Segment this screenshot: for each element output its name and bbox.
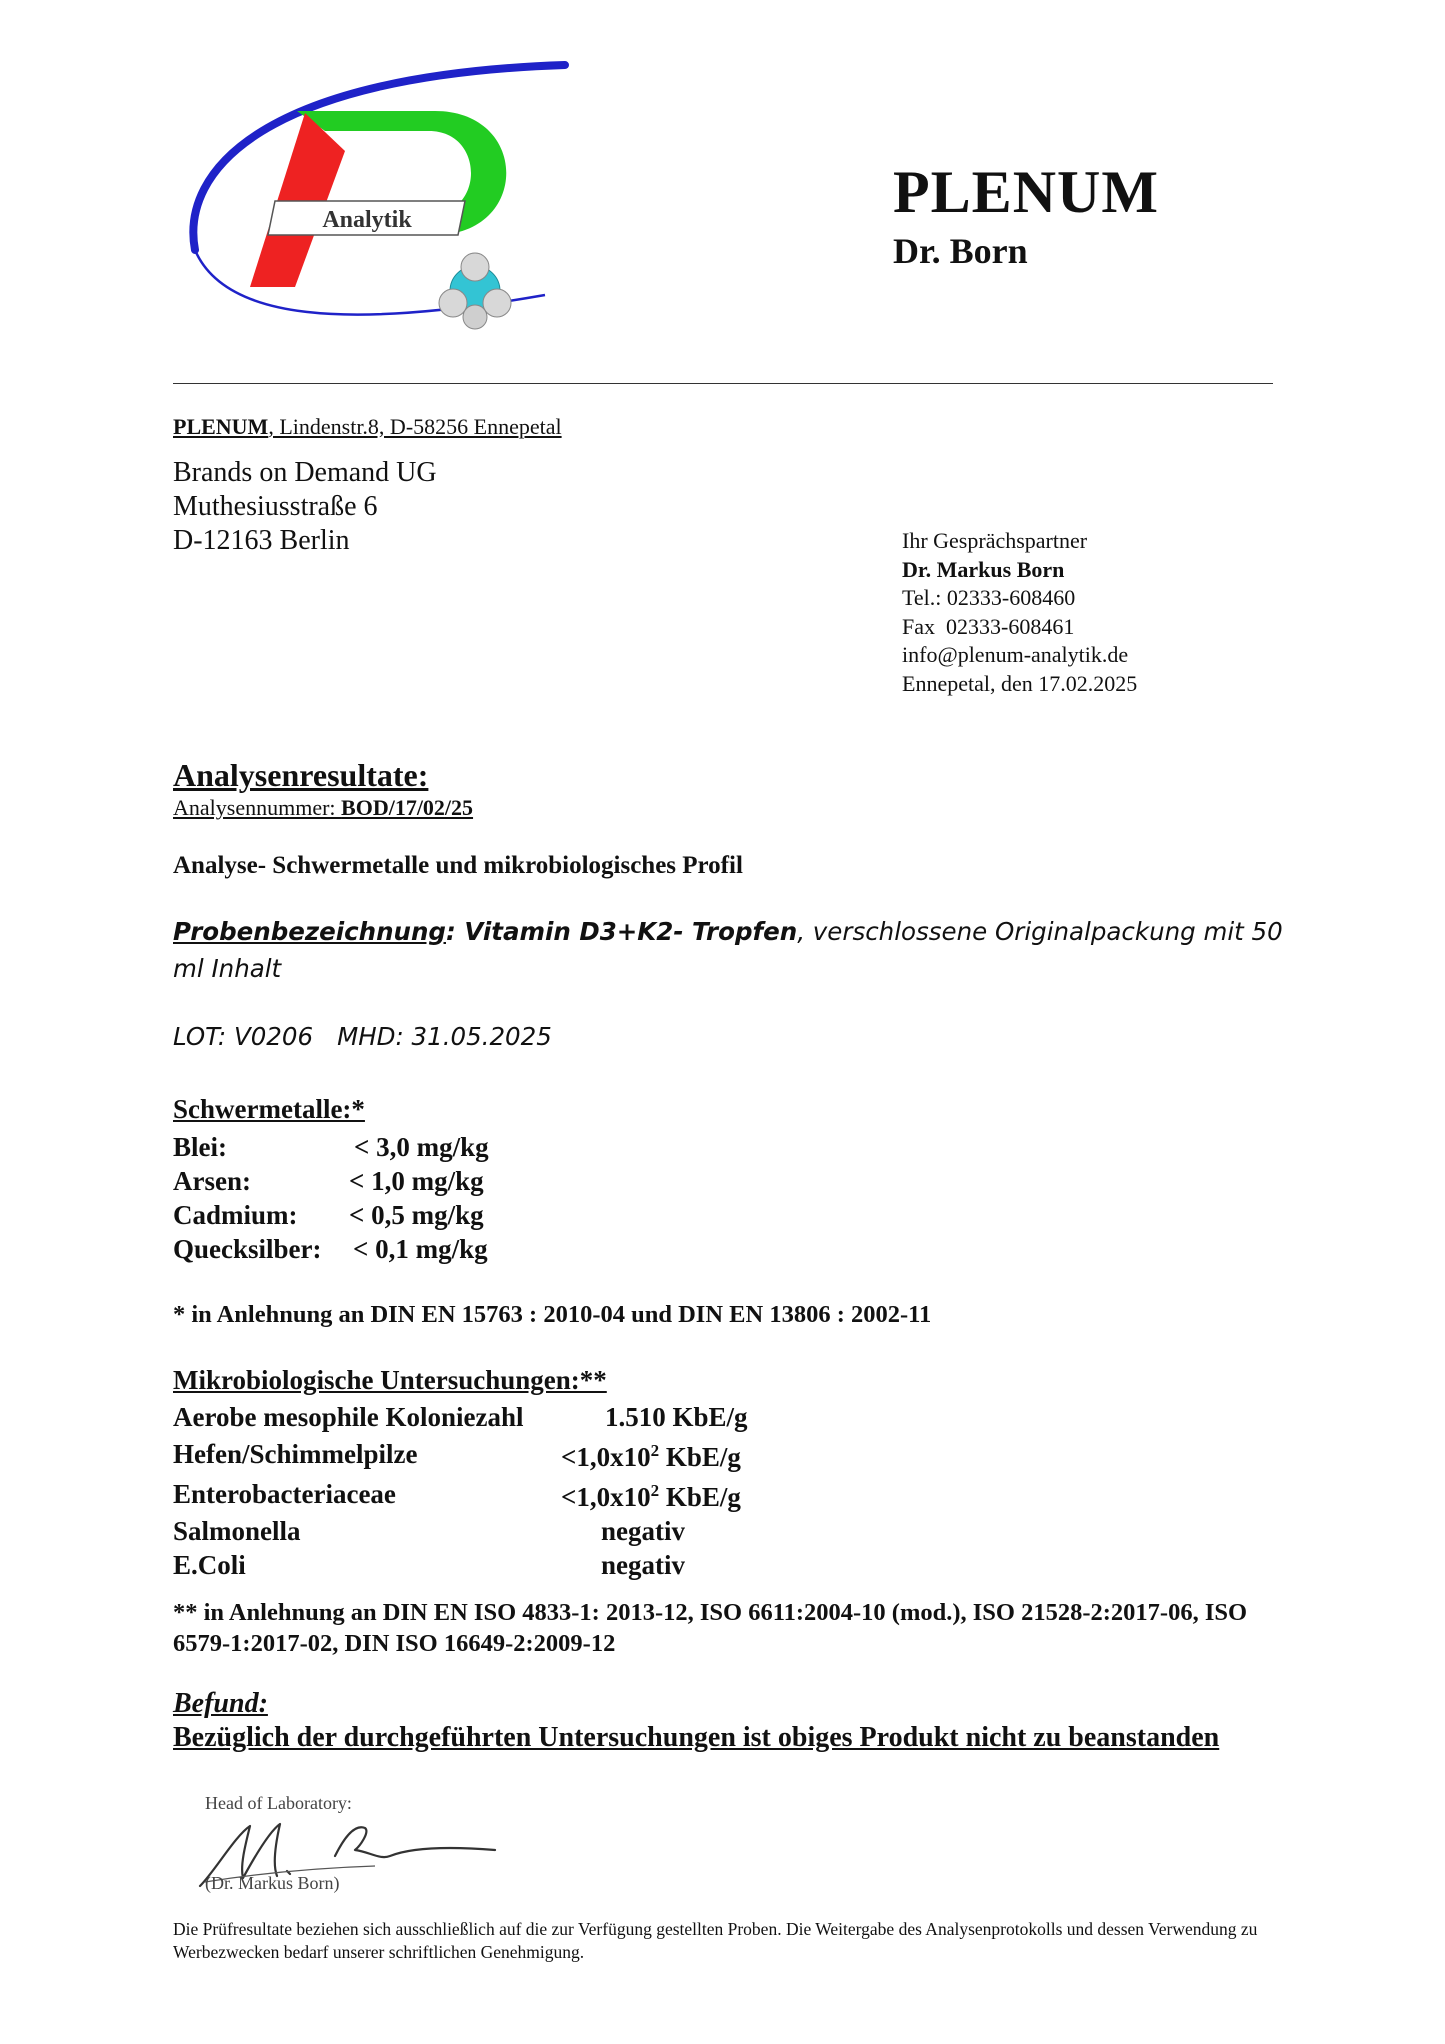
metal-value: < 1,0 mg/kg — [349, 1166, 484, 1196]
recipient-line: Muthesiusstraße 6 — [173, 491, 378, 522]
recipient-line: D-12163 Berlin — [173, 525, 350, 556]
metal-name: Arsen: — [173, 1166, 251, 1196]
test-name: Salmonella — [173, 1516, 301, 1546]
microbiology-table — [173, 1400, 748, 1582]
recipient-line: Brands on Demand UG — [173, 457, 437, 488]
metal-name: Quecksilber: — [173, 1234, 322, 1264]
table-row — [173, 1130, 489, 1164]
table-row — [173, 1548, 748, 1582]
table-row — [173, 1164, 489, 1198]
test-name: Hefen/Schimmelpilze — [173, 1439, 418, 1469]
microbiology-title: Mikrobiologische Untersuchungen:** — [173, 1365, 607, 1395]
logo-red-shape — [250, 113, 345, 287]
lot-number: LOT: V0206 — [173, 1022, 314, 1051]
contact-email: info@plenum-analytik.de — [902, 642, 1129, 667]
metal-value: < 3,0 mg/kg — [354, 1132, 489, 1162]
table-row — [173, 1434, 748, 1474]
metal-name: Cadmium: — [173, 1200, 298, 1230]
sample-label: Probenbezeichnung — [173, 917, 446, 946]
signatory-name: (Dr. Markus Born) — [205, 1873, 340, 1893]
molecule-icon — [439, 253, 511, 329]
heavy-metals-table — [173, 1130, 489, 1266]
contact-block — [902, 527, 1137, 698]
heavy-metals-footnote: * in Anlehnung an DIN EN 15763 : 2010-04 und DIN EN 13806 : 2002-11 — [173, 1301, 932, 1328]
test-value: negativ — [601, 1516, 685, 1546]
microbiology-footnote: ** in Anlehnung an DIN EN ISO 4833-1: 2013-12, ISO 6611:2004-10 (mod.), ISO 21528-2:2017-06, ISO 6579-1:2017-02, DIN ISO 16649-2:2009-12 — [173, 1599, 1248, 1657]
contact-place-date: Ennepetal, den 17.02.2025 — [902, 670, 1138, 696]
sample-name: Vitamin D3+K2- Tropfen — [464, 917, 798, 946]
test-name: Enterobacteriaceae — [173, 1479, 396, 1509]
recipient-address — [173, 456, 437, 558]
sample-description — [173, 913, 1283, 987]
metal-value: < 0,5 mg/kg — [349, 1200, 484, 1230]
contact-tel: Tel.: 02333-608460 — [902, 585, 1076, 610]
test-value: negativ — [601, 1550, 685, 1580]
table-row — [173, 1232, 489, 1266]
table-row — [173, 1198, 489, 1232]
finding-text: Bezüglich der durchgeführten Untersuchungen ist obiges Produkt nicht zu beanstanden — [173, 1722, 1220, 1753]
brand-name: PLENUM — [893, 159, 1159, 225]
analysis-title: Analyse- Schwermetalle und mikrobiologisches Profil — [173, 852, 743, 879]
analysis-number-label: Analysennummer: — [173, 795, 342, 820]
header-divider — [173, 383, 1273, 384]
sender-address: , Lindenstr.8, D-58256 Ennepetal — [268, 414, 562, 439]
test-value: $<1,0x10^2$ KbE/g — [561, 1481, 741, 1512]
contact-label: Ihr Gesprächspartner — [902, 528, 1088, 553]
logo-text: Analytik — [322, 207, 412, 233]
results-title: Analysenresultate: — [173, 757, 429, 793]
sender-line — [173, 414, 562, 440]
lot-line — [173, 1022, 552, 1051]
sender-name: PLENUM — [173, 414, 269, 439]
finding-label: Befund: — [173, 1688, 268, 1719]
table-row — [173, 1474, 748, 1514]
plenum-analytik-logo — [185, 55, 575, 355]
contact-person: Dr. Markus Born — [902, 556, 1065, 582]
test-name: E.Coli — [173, 1550, 246, 1580]
test-name: Aerobe mesophile Koloniezahl — [173, 1402, 524, 1432]
metal-value: < 0,1 mg/kg — [353, 1234, 488, 1264]
footer-disclaimer: Die Prüfresultate beziehen sich ausschließlich auf die zur Verfügung gestellten Proben. Die Weitergabe des Analysenprotokolls und dessen Verwendung zu Werbezwecken bedarf unserer schriftlichen Genehmigung. — [173, 1919, 1258, 1962]
analysis-number-value: BOD/17/02/25 — [341, 795, 474, 820]
contact-fax: Fax 02333-608461 — [902, 613, 1075, 639]
best-before-date: MHD: 31.05.2025 — [337, 1022, 552, 1051]
metal-name: Blei: — [173, 1132, 227, 1162]
brand-subtitle: Dr. Born — [893, 231, 1028, 271]
test-value: 1.510 KbE/g — [605, 1402, 748, 1432]
sample-packaging: , verschlossene Originalpackung mit 50 ml Inhalt — [173, 917, 1283, 983]
test-value: $<1,0x10^2$ KbE/g — [561, 1441, 741, 1472]
sample-colon: : — [445, 917, 465, 946]
heavy-metals-title: Schwermetalle:* — [173, 1094, 365, 1124]
table-row — [173, 1400, 748, 1434]
head-of-laboratory-label: Head of Laboratory: — [205, 1793, 352, 1813]
table-row — [173, 1514, 748, 1548]
analysis-number — [173, 795, 473, 821]
